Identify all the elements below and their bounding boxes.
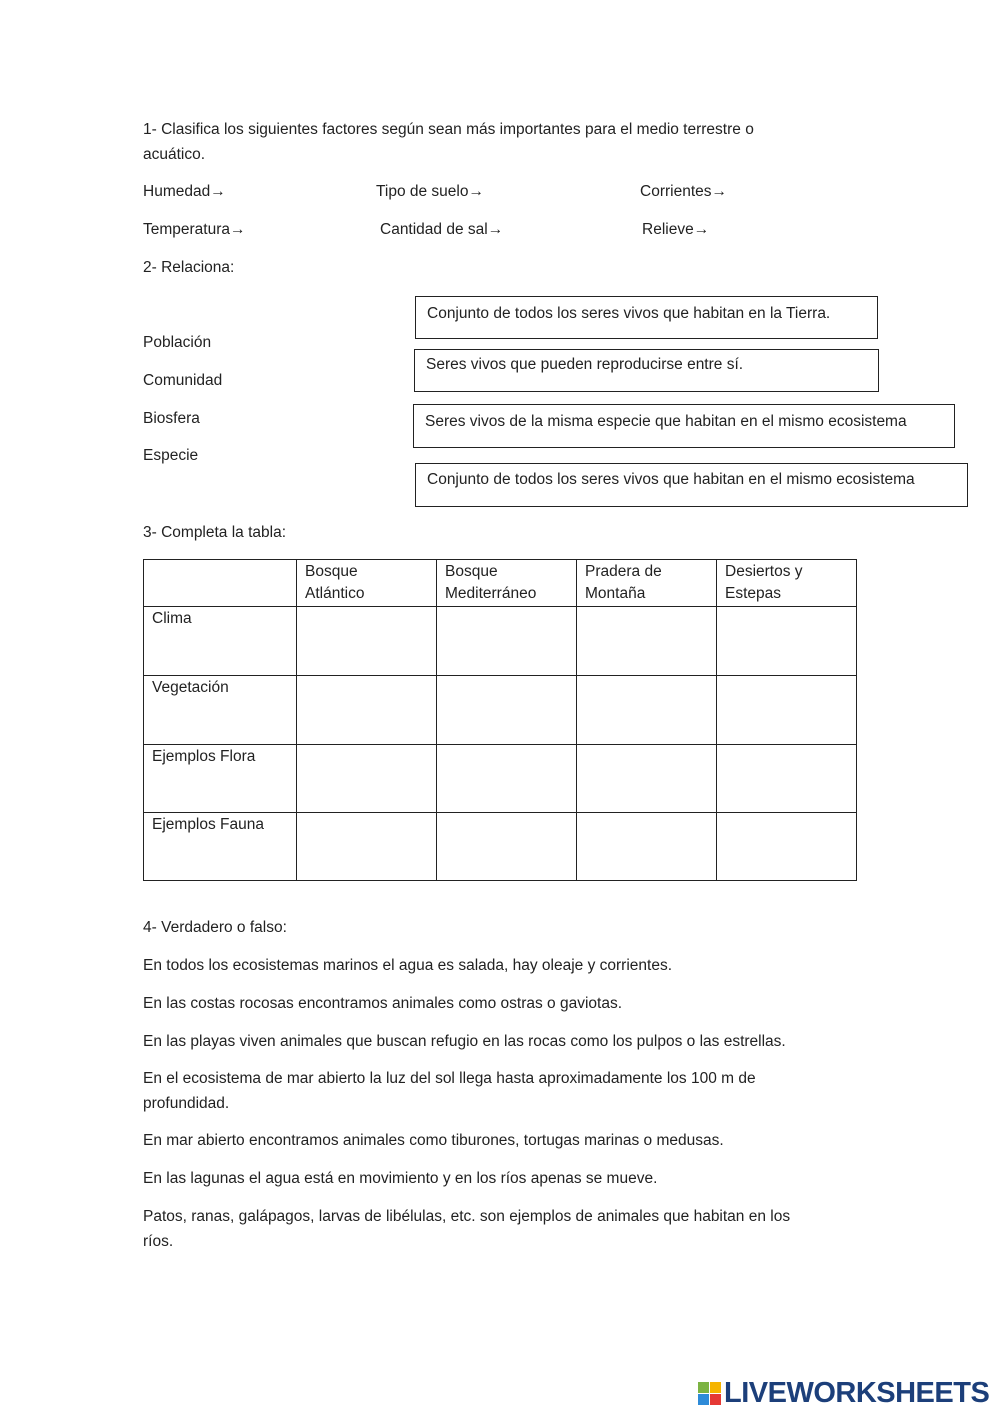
statement[interactable]: En las lagunas el agua está en movimiento y en los ríos apenas se mueve. xyxy=(143,1170,658,1187)
answer-cell[interactable] xyxy=(437,745,577,813)
statement[interactable]: En el ecosistema de mar abierto la luz del sol llega hasta aproximadamente los 100 m de xyxy=(143,1070,756,1087)
answer-cell[interactable] xyxy=(577,607,717,676)
row-header: Ejemplos Fauna xyxy=(144,813,297,881)
definition-box[interactable]: Conjunto de todos los seres vivos que habitan en la Tierra. xyxy=(415,296,878,339)
factor-item: Humedad→ xyxy=(143,183,226,200)
table-row xyxy=(144,607,857,676)
q4-title: 4- Verdadero o falso: xyxy=(143,919,287,936)
table-row xyxy=(144,676,857,745)
answer-cell[interactable] xyxy=(717,676,857,745)
answer-cell[interactable] xyxy=(297,676,437,745)
column-header: Desiertos y Estepas xyxy=(717,560,857,607)
term-item[interactable]: Biosfera xyxy=(143,410,200,427)
row-header: Vegetación xyxy=(144,676,297,745)
definition-box[interactable]: Seres vivos de la misma especie que habitan en el mismo ecosistema xyxy=(413,404,955,448)
definition-box[interactable]: Conjunto de todos los seres vivos que habitan en el mismo ecosistema xyxy=(415,463,968,507)
term-item[interactable]: Población xyxy=(143,334,212,351)
column-header: Pradera de Montaña xyxy=(577,560,717,607)
logo-text: LIVEWORKSHEETS xyxy=(724,1377,990,1409)
statement[interactable]: Patos, ranas, galápagos, larvas de libélulas, etc. son ejemplos de animales que habitan en los xyxy=(143,1208,791,1225)
answer-cell[interactable] xyxy=(577,745,717,813)
statement-cont[interactable]: ríos. xyxy=(143,1233,174,1250)
statement-cont[interactable]: profundidad. xyxy=(143,1095,230,1112)
logo-squares-icon xyxy=(698,1382,721,1405)
answer-cell[interactable] xyxy=(577,676,717,745)
answer-cell[interactable] xyxy=(437,676,577,745)
answer-cell[interactable] xyxy=(717,813,857,881)
row-header: Clima xyxy=(144,607,297,676)
factor-item: Temperatura→ xyxy=(143,221,246,238)
answer-cell[interactable] xyxy=(717,607,857,676)
answer-cell[interactable] xyxy=(297,745,437,813)
statement[interactable]: En todos los ecosistemas marinos el agua es salada, hay oleaje y corrientes. xyxy=(143,957,673,974)
answer-cell[interactable] xyxy=(437,813,577,881)
row-header: Ejemplos Flora xyxy=(144,745,297,813)
statement[interactable]: En las playas viven animales que buscan refugio en las rocas como los pulpos o las estrellas. xyxy=(143,1033,786,1050)
answer-cell[interactable] xyxy=(297,607,437,676)
q3-title: 3- Completa la tabla: xyxy=(143,524,287,541)
q1-title: 1- Clasifica los siguientes factores según sean más importantes para el medio terrestre o xyxy=(143,121,754,138)
q2-title: 2- Relaciona: xyxy=(143,259,235,276)
table-row xyxy=(144,745,857,813)
term-item[interactable]: Especie xyxy=(143,447,199,464)
definition-box[interactable]: Seres vivos que pueden reproducirse entre sí. xyxy=(414,349,879,392)
term-item[interactable]: Comunidad xyxy=(143,372,223,389)
table-row xyxy=(144,813,857,881)
column-header: Bosque Mediterráneo xyxy=(437,560,577,607)
table-corner xyxy=(144,560,297,607)
statement[interactable]: En mar abierto encontramos animales como tiburones, tortugas marinas o medusas. xyxy=(143,1132,724,1149)
answer-cell[interactable] xyxy=(577,813,717,881)
factor-item: Cantidad de sal→ xyxy=(380,221,504,238)
factor-item: Relieve→ xyxy=(642,221,710,238)
statement[interactable]: En las costas rocosas encontramos animales como ostras o gaviotas. xyxy=(143,995,623,1012)
answer-cell[interactable] xyxy=(297,813,437,881)
answer-cell[interactable] xyxy=(717,745,857,813)
ecosystem-table xyxy=(143,559,857,881)
column-header: Bosque Atlántico xyxy=(297,560,437,607)
factor-item: Corrientes→ xyxy=(640,183,727,200)
q1-title-cont: acuático. xyxy=(143,146,206,163)
factor-item: Tipo de suelo→ xyxy=(376,183,484,200)
liveworksheets-logo xyxy=(698,1377,989,1410)
answer-cell[interactable] xyxy=(437,607,577,676)
